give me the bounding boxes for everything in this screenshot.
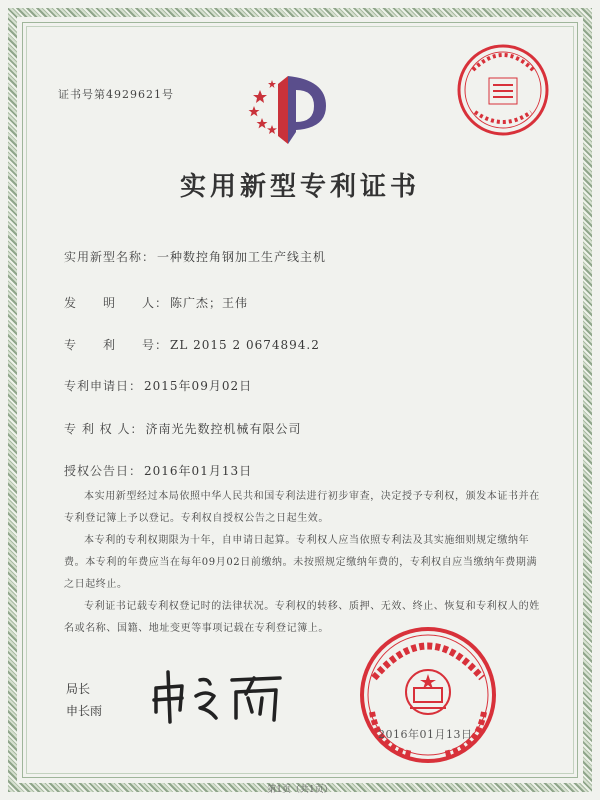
field-value: 2016年01月13日	[144, 464, 253, 478]
handwritten-signature	[148, 666, 288, 726]
field-inventor	[64, 294, 248, 311]
field-label: 发 明 人：	[64, 296, 169, 310]
stars-icon	[249, 80, 278, 134]
seal-date: 2016年01月13日	[378, 728, 473, 741]
field-label: 专 利 权 人：	[64, 422, 144, 436]
paragraph-2: 本专利的专利权期限为十年，自申请日起算。专利权人应当依照专利法及其实施细则规定缴纳年费。本专利的年费应当在每年09月02日前缴纳。未按照规定缴纳年费的，专利权自应当缴纳年费期满之日起终止。	[64, 535, 538, 590]
field-value: ZL 2015 2 0674894.2	[170, 338, 320, 352]
certificate-title: 实用新型专利证书	[179, 172, 420, 202]
page-number: 第1页（共1页）	[267, 785, 333, 795]
paragraph-3: 专利证书记载专利权登记时的法律状况。专利权的转移、质押、无效、终止、恢复和专利权人的姓名或名称、国籍、地址变更等事项记载在专利登记簿上。	[64, 601, 540, 634]
field-filing-date	[64, 377, 252, 394]
field-value: 一种数控角钢加工生产线主机	[157, 250, 327, 264]
sipo-logo-icon	[248, 70, 330, 150]
field-value: 2015年09月02日	[144, 379, 253, 393]
field-label: 专利申请日：	[64, 379, 143, 393]
field-label: 专 利 号：	[64, 338, 169, 352]
agency-seal-icon	[453, 40, 553, 140]
field-value: 陈广杰；王伟	[170, 296, 249, 310]
paragraph-1: 本实用新型经过本局依照中华人民共和国专利法进行初步审查，决定授予专利权，颁发本证书并在专利登记簿上予以登记。专利权自授权公告之日起生效。	[64, 491, 540, 524]
field-value: 济南光先数控机械有限公司	[145, 422, 302, 436]
certificate-body-text	[64, 486, 544, 640]
field-label: 授权公告日：	[64, 464, 143, 478]
certificate-number: 证书号第4929621号	[58, 88, 174, 101]
signatory-title: 局长	[66, 682, 91, 696]
field-label: 实用新型名称：	[64, 250, 156, 264]
field-patentee	[64, 420, 301, 437]
national-seal-icon	[348, 620, 508, 770]
field-utility-model-name	[64, 248, 326, 265]
signatory-name: 申长雨	[66, 704, 103, 718]
field-patent-number	[64, 336, 320, 353]
signatory-block	[66, 680, 102, 724]
field-grant-date	[64, 462, 252, 479]
